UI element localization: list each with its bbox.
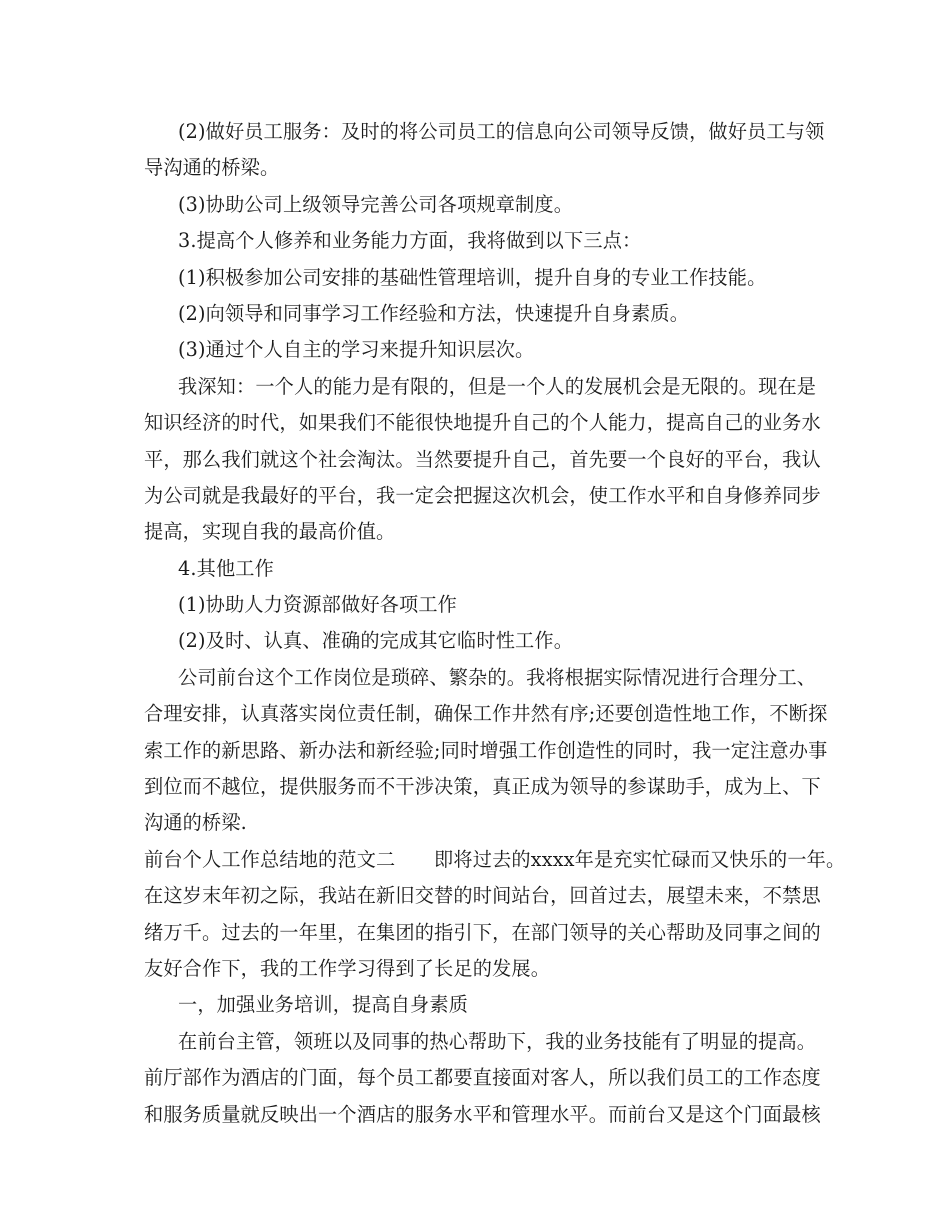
section-heading: 3.提高个人修养和业务能力方面，我将做到以下三点： (178, 229, 642, 253)
text-line: (2)及时、认真、准确的完成其它临时性工作。 (178, 629, 574, 653)
text-line: 在前台主管，领班以及同事的热心帮助下，我的业务技能有了明显的提高。 (178, 1029, 817, 1053)
text-line: 前厅部作为酒店的门面，每个员工都要直接面对客人，所以我们员工的工作态度 (144, 1066, 821, 1090)
text-line: 和服务质量就反映出一个酒店的服务水平和管理水平。而前台又是这个门面最核 (144, 1102, 821, 1126)
text-line: 沟通的桥梁. (144, 811, 247, 835)
text-line: 在这岁末年初之际，我站在新旧交替的时间站台，回首过去，展望未来，不禁思 (144, 884, 821, 908)
text-line: 到位而不越位，提供服务而不干涉决策，真正成为领导的参谋助手，成为上、下 (144, 775, 821, 799)
document-body (144, 114, 846, 1133)
text-line: (2)向领导和同事学习工作经验和方法，快速提升自身素质。 (178, 301, 690, 325)
text-line: 友好合作下，我的工作学习得到了长足的发展。 (144, 956, 551, 980)
text-line: 绪万千。过去的一年里，在集团的指引下，在部门领导的关心帮助及同事之间的 (144, 920, 821, 944)
text-line: 导沟通的桥梁。 (144, 156, 280, 180)
text-line: (3)协助公司上级领导完善公司各项规章制度。 (178, 192, 574, 216)
text-line: 提高，实现自我的最高价值。 (144, 520, 396, 544)
document-title-line: 前台个人工作总结地的范文二 即将过去的xxxx年是充实忙碌而又快乐的一年。 (144, 847, 846, 871)
text-line: 为公司就是我最好的平台，我一定会把握这次机会，使工作水平和自身修养同步 (144, 483, 821, 507)
text-line: 公司前台这个工作岗位是琐碎、繁杂的。我将根据实际情况进行合理分工、 (178, 665, 817, 689)
text-line: 我深知：一个人的能力是有限的，但是一个人的发展机会是无限的。现在是 (178, 374, 817, 398)
text-line: 合理安排，认真落实岗位责任制，确保工作井然有序;还要创造性地工作，不断探 (144, 702, 828, 726)
text-line: (2)做好员工服务：及时的将公司员工的信息向公司领导反馈，做好员工与领 (178, 120, 825, 143)
section-heading: 一，加强业务培训，提高自身素质 (178, 993, 469, 1017)
text-line: 索工作的新思路、新办法和新经验;同时增强工作创造性的同时，我一定注意办事 (144, 738, 828, 762)
text-line: (3)通过个人自主的学习来提升知识层次。 (178, 338, 535, 362)
text-line: (1)积极参加公司安排的基础性管理培训，提升自身的专业工作技能。 (178, 265, 767, 289)
text-line: (1)协助人力资源部做好各项工作 (178, 593, 458, 617)
text-line: 知识经济的时代，如果我们不能很快地提升自己的个人能力，提高自己的业务水 (144, 411, 821, 435)
section-heading: 4.其他工作 (178, 556, 274, 580)
text-line: 平，那么我们就这个社会淘汰。当然要提升自己，首先要一个良好的平台，我认 (144, 447, 821, 471)
